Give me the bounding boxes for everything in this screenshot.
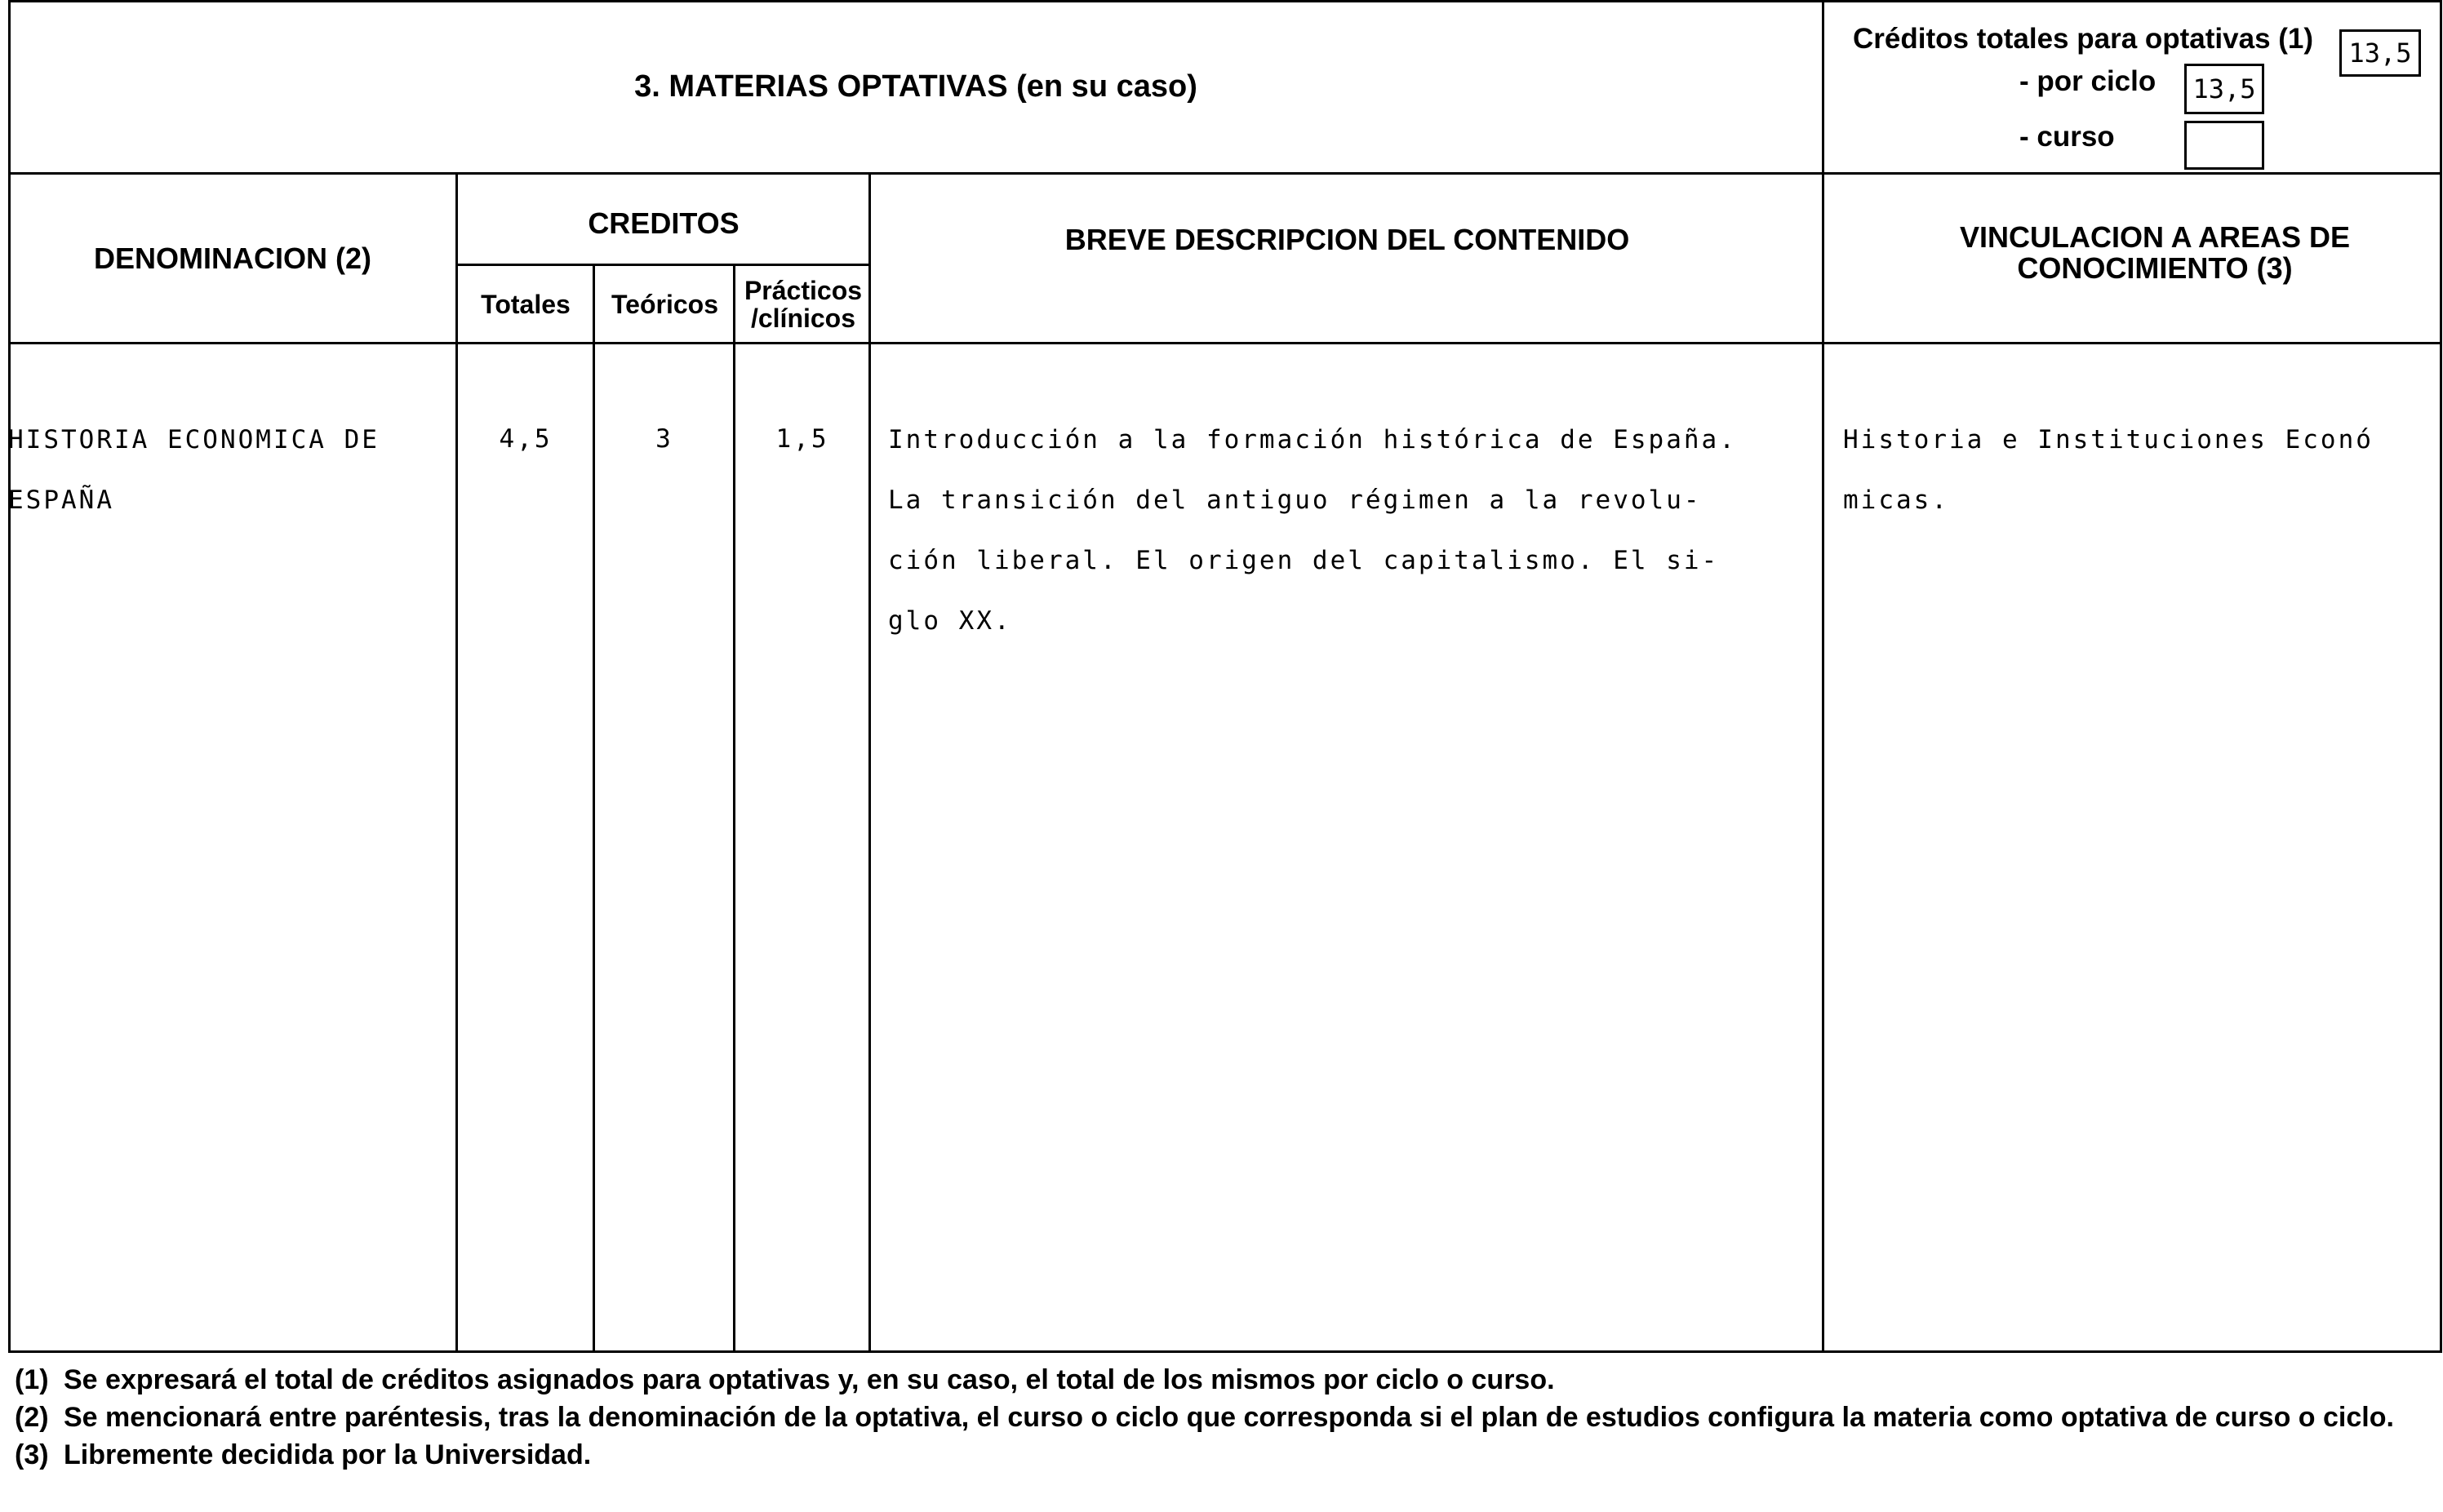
section-title: 3. MATERIAS OPTATIVAS (en su caso) [634, 69, 1197, 104]
footnote-2 [15, 1399, 2431, 1436]
ciclo-label: - por ciclo [2019, 65, 2157, 97]
row-practicos: 1,5 [775, 424, 829, 454]
footnotes [15, 1361, 2431, 1474]
row-descripcion: Introducción a la formación histórica de España. La transición del antiguo régimen a la revolu- ción liberal. El origen del capitalismo. El si- glo XX. [888, 425, 1737, 636]
header-creditos: CREDITOS [588, 206, 740, 240]
footnote-number: (1) [15, 1364, 49, 1395]
col-divider-teoricos [593, 264, 595, 1353]
header-vinculacion: VINCULACION A AREAS DE CONOCIMIENTO (3) [1959, 220, 2351, 285]
row-vinculacion: Historia e Instituciones Econó micas. [1843, 425, 2374, 515]
total-credits-label: Créditos totales para optativas (1) [1853, 23, 2314, 55]
footnote-3 [15, 1436, 2431, 1474]
header-practicos: Prácticos /clínicos [744, 275, 863, 333]
col-divider-practicos [733, 264, 735, 1353]
footnote-text: Libremente decidida por la Universidad. [64, 1439, 592, 1470]
col-divider-descripcion [868, 172, 871, 1353]
header-denominacion: DENOMINACION (2) [94, 241, 371, 275]
curso-credits-box [2184, 121, 2264, 170]
row-teoricos: 3 [655, 424, 673, 454]
header-descripcion: BREVE DESCRIPCION DEL CONTENIDO [1064, 223, 1630, 256]
header-teoricos: Teóricos [611, 289, 718, 319]
col-divider-creditos [455, 172, 458, 1353]
curso-label: - curso [2019, 121, 2115, 153]
ciclo-credits-box: 13,5 [2184, 64, 2264, 114]
footnote-text: Se expresará el total de créditos asignados para optativas y, en su caso, el total de los mismos por ciclo o curso. [64, 1364, 1555, 1395]
header-totales: Totales [481, 289, 571, 319]
row-totales: 4,5 [499, 424, 553, 454]
total-credits-box: 13,5 [2339, 29, 2421, 77]
row-denominacion: HISTORIA ECONOMICA DE ESPAÑA [8, 425, 380, 515]
column-header-divider [8, 342, 2442, 344]
footnote-text: Se mencionará entre paréntesis, tras la denominación de la optativa, el curso o ciclo que corresponda si el plan de estudios configura la materia como optativa de curso o ciclo. [64, 1402, 2394, 1433]
footnote-1 [15, 1361, 2431, 1399]
footnote-number: (3) [15, 1439, 49, 1470]
footnote-number: (2) [15, 1402, 49, 1433]
